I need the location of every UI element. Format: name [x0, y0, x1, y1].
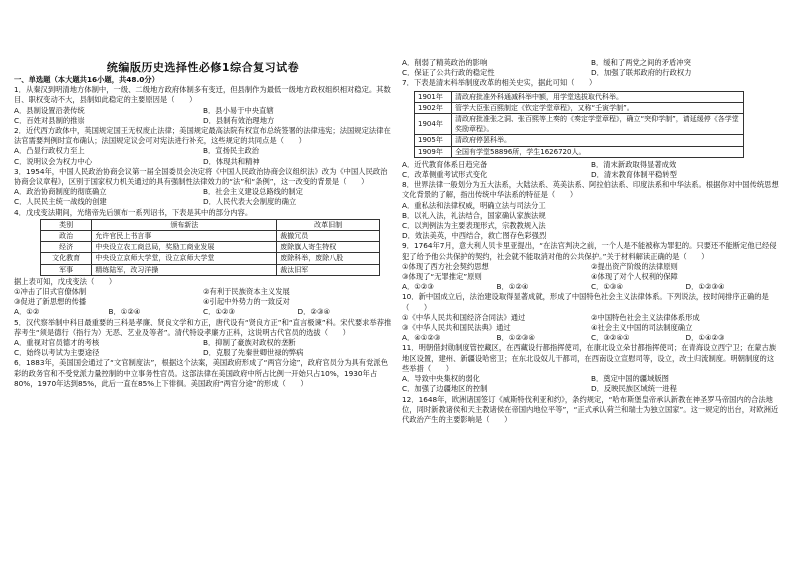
table-row: [41, 242, 380, 253]
option-group: [402, 160, 780, 180]
year-cell: 1905年: [415, 135, 452, 146]
table-row: [41, 253, 380, 264]
table-row: [415, 102, 744, 113]
answer-option[interactable]: D．反映民族区域统一进程: [591, 384, 677, 394]
keju-reform-table: [414, 91, 744, 158]
table-cell: 文化教育: [41, 253, 92, 264]
question-block: [402, 343, 780, 394]
answer-option[interactable]: ②有利于民族资本主义发展: [203, 287, 290, 297]
question-block: [402, 180, 780, 241]
answer-option[interactable]: A．④①②③: [402, 333, 441, 343]
table-header-cell: 类别: [41, 219, 92, 230]
answer-option[interactable]: ④社会主义中国的司法制度确立: [591, 323, 693, 333]
table-cell: 中央设立京师大学堂，设立京师大学堂: [92, 253, 277, 264]
question-block: [14, 126, 392, 167]
question-list: [402, 160, 780, 425]
answer-option[interactable]: D．②③④: [297, 307, 331, 317]
option-group: [14, 338, 392, 358]
answer-option[interactable]: D．人民代表大会制度的确立: [203, 197, 297, 207]
answer-option[interactable]: A．削弱了精英政治的影响: [402, 58, 488, 67]
question-block: [14, 208, 392, 218]
question-block: [402, 160, 780, 180]
answer-option[interactable]: C．人民民主统一战线的创建: [14, 197, 107, 207]
answer-option[interactable]: A．近代教育体系日趋完备: [402, 159, 488, 169]
event-cell: 全国有学堂58896所，学生1626720人。: [452, 146, 744, 157]
table-cell: 废除旗人寄生特权: [277, 242, 380, 253]
answer-option[interactable]: B．社会主义建设总路线的制定: [203, 187, 303, 197]
answer-option[interactable]: B．县小易于中央直辖: [203, 105, 274, 115]
answer-option[interactable]: D．效法美英，中西结合，救亡图存色彩强烈: [402, 231, 547, 241]
question-stem: 8．世界法律一般划分为五大法系，大陆法系、英美法系、阿拉伯法系、印度法系和中华法系。根据你对中国传统思想文化背景的了解，指出传统中华法系的特征是（ ）: [402, 180, 779, 200]
section-header: 一、单选题（本大题共16小题，共48.0分）: [14, 75, 159, 84]
answer-option[interactable]: D．克服了先秦世卿世禄的弊病: [203, 348, 304, 358]
question-list: [402, 58, 780, 89]
answer-option[interactable]: B．宣扬民主政治: [203, 146, 260, 156]
option-group: [14, 307, 392, 317]
question-stem: 5．汉代察举制中科目最重要的三科是孝廉、贤良文学和方正，唐代设有“贤良方正”和“直言极谏”科。宋代要求举荐推荐考生“须是德行（指行为）无恶、艺业及等者”。清代特设孝廉方正科，这说明古代官员的选拔（ ）: [14, 317, 392, 337]
answer-option[interactable]: ③《中华人民共和国民法典》通过: [402, 323, 511, 333]
answer-option[interactable]: A．县制设置沿袭传统: [14, 105, 85, 115]
answer-option[interactable]: D．县制有效治理地方: [203, 115, 275, 125]
answer-option[interactable]: B．①②④: [496, 282, 529, 292]
question-block: [402, 333, 780, 343]
question-stem: 3．1954年，中国人民政治协商会议第一届全国委员会决定将《中国人民政治协商会议组织法》改为《中国人民政治协商会议章程》，区别于国家权力机关通过的具有强制性法律效力的“法”和“条例”，这一改变的背景是（ ）: [14, 166, 388, 187]
answer-option[interactable]: C．始终以考试为主要途径: [14, 348, 100, 358]
answer-option[interactable]: D．①④②③: [685, 333, 725, 343]
answer-option[interactable]: ②提出资产阶级的法律原则: [591, 261, 678, 271]
table-row: [415, 91, 744, 102]
question-block: [402, 282, 780, 292]
table-cell: 政治: [41, 231, 92, 242]
event-cell: 管学大臣张百熙制定《钦定学堂章程》，又称“壬寅学制”。: [452, 102, 744, 113]
option-group: [402, 374, 780, 394]
table-row: [415, 146, 744, 157]
question-stem: 6．1883年，美国国会通过了“文官制度法”，根据这个法案，美国政府形成了“两官分途”，政府官员分为具有党派色彩的政务官和不受党派力量控制的中立事务性官员。这部法律在美国政府中所占比例一开始只占10%，1930年占80%，1970年达到85%，此后一直在85%上下徘徊。美国政府“两官分途”的形成（ ）: [14, 358, 388, 388]
year-cell: 1909年: [415, 146, 452, 157]
table-cell: 精练陆军，改习洋操: [92, 264, 277, 275]
question-block: [14, 358, 392, 389]
answer-option[interactable]: A．重视对官员德才的考核: [14, 338, 100, 348]
question-stem: 7．下表是清末科举制度改革的相关史实，据此可知（ ）: [402, 78, 597, 88]
question-block: [402, 292, 780, 323]
question-stem: 1．从秦汉到明清地方体制中，一级、二级地方政府体制多有变迁，但县制作为最低一级地方政权组织相对稳定。其数目、职权变动不大，县制如此稳定的主要原因是（ ）: [14, 85, 391, 105]
answer-option[interactable]: B．清末新政取得显著成效: [591, 159, 677, 169]
question-block: [402, 58, 780, 78]
year-cell: 1901年: [415, 91, 452, 102]
year-cell: 1904年: [415, 114, 452, 135]
option-group: [402, 201, 780, 242]
answer-option[interactable]: ④体现了对个人权利的保障: [591, 272, 678, 282]
question-block: [14, 85, 392, 126]
right-column: [402, 58, 780, 425]
answer-option[interactable]: C．百姓对县制的推崇: [14, 115, 85, 125]
option-group: [14, 106, 392, 126]
table-header-cell: 颁布新法: [92, 219, 277, 230]
answer-option[interactable]: B．①②③④: [496, 333, 535, 343]
answer-option[interactable]: B．①②④: [108, 307, 141, 317]
table-cell: 废除科举，废除八股: [277, 253, 380, 264]
answer-option[interactable]: C．③②④①: [591, 333, 630, 343]
option-group: [402, 333, 780, 343]
question-stem: 12．1648年，欧洲诸国签订《威斯特伐利亚和约》，条约规定，“哈布斯堡皇帝承认新教在神圣罗马帝国内的合法地位，同时新教诸侯和天主教诸侯在帝国内地位平等”，“正式承认荷兰和瑞士为独立国家”。这一规定的出台，对欧洲近代政治产生的主要影响是（ ）: [402, 394, 779, 424]
event-cell: 清政府批准外科通减科举中额，用学堂选拔取代科举。: [452, 91, 744, 102]
option-group: [402, 313, 780, 323]
answer-option[interactable]: C．①③④: [591, 282, 624, 292]
answer-option[interactable]: ③促进了新思想的传播: [14, 297, 87, 307]
answer-option[interactable]: A．政治协商制度的彻底确立: [14, 187, 107, 197]
answer-option[interactable]: B．奠定中国的疆域版图: [591, 374, 669, 384]
table-row: [415, 114, 744, 135]
question-block: [402, 78, 780, 88]
question-stem: 据上表可知，戊戌变法（ ）: [14, 276, 117, 286]
event-cell: 清政府批准张之洞、张百熙等上奏的《奏定学堂章程》，确立“突仰学制”，请延缓停《各学堂奖励章程》。: [452, 114, 744, 135]
year-cell: 1902年: [415, 102, 452, 113]
answer-option[interactable]: A．①②③: [402, 282, 434, 292]
answer-option[interactable]: ③体现了“无罪推定”原则: [402, 272, 482, 282]
answer-option[interactable]: D．加强了联邦政府的行政权力: [591, 68, 692, 78]
option-group: [14, 187, 392, 207]
event-cell: 清政府停罢科举。: [452, 135, 744, 146]
answer-option[interactable]: C．①②③: [203, 307, 236, 317]
question-block: [14, 307, 392, 317]
table-cell: 经济: [41, 242, 92, 253]
answer-option[interactable]: B．以礼入法，礼法结合，国家确认家族法规: [402, 210, 546, 220]
answer-option[interactable]: C．说明议会为权力中心: [14, 156, 93, 166]
answer-option[interactable]: A．凸显行政权力至上: [14, 146, 85, 156]
answer-option[interactable]: C．以判例法为主要表现形式，宗教教规入法: [402, 221, 546, 231]
option-group: [402, 323, 780, 333]
left-column: [14, 75, 392, 389]
option-group: [14, 146, 392, 166]
table-row: [41, 264, 380, 275]
table-row: [415, 135, 744, 146]
answer-option[interactable]: C．保证了公共行政的稳定性: [402, 68, 495, 78]
question-list: [14, 277, 392, 389]
reform-table: [40, 219, 380, 276]
table-cell: 军事: [41, 264, 92, 275]
question-block: [402, 241, 780, 282]
answer-option[interactable]: ④引起中外势力的一致反对: [203, 297, 290, 307]
answer-option[interactable]: B．抑制了豪族对政权的垄断: [203, 338, 296, 348]
table-header-cell: 改革旧制: [277, 219, 380, 230]
answer-option[interactable]: C．改革侧重考试形式变化: [402, 170, 488, 180]
option-group: [402, 282, 780, 292]
answer-option[interactable]: C．加强了边疆地区的控制: [402, 384, 488, 394]
answer-option[interactable]: A．①②: [14, 307, 40, 317]
exam-title: 统编版历史选择性必修1综合复习试卷: [106, 61, 300, 74]
table-cell: 允许官民上书言事: [92, 231, 277, 242]
question-list: [14, 85, 392, 218]
question-block: [402, 323, 780, 333]
option-group: [14, 287, 392, 307]
answer-option[interactable]: A．重私法和法律权威，明确立法与司法分工: [402, 200, 546, 210]
answer-option[interactable]: ①冲击了旧式官僚体制: [14, 287, 87, 297]
answer-option[interactable]: ②中国特色社会主义法律体系形成: [591, 312, 700, 322]
answer-option[interactable]: A．导致中央集权的弱化: [402, 374, 480, 384]
answer-option[interactable]: ①《中华人民共和国经济合同法》通过: [402, 312, 526, 322]
question-block: [402, 395, 780, 426]
question-block: [14, 277, 392, 308]
answer-option[interactable]: B．缓和了两党之间的矛盾冲突: [591, 58, 691, 67]
question-stem: 9．1764年7月，意大利人贝卡里亚提出，“在法官判决之前，一个人是不能被称为罪犯的。只要还不能断定他已经侵犯了给予他公共保护的契约，社会就不能取消对他的公共保护。”关于材料解读正确的是（ ）: [402, 241, 777, 261]
table-cell: 中央设立农工商总局，奖励工商业发展: [92, 242, 277, 253]
answer-option[interactable]: D．清末教育体制平稳转型: [591, 170, 677, 180]
question-block: [14, 318, 392, 359]
question-stem: 10．新中国成立后，法治建设取得显著成就，形成了中国特色社会主义法律体系。下列说法，按时间排序正确的是（ ）: [402, 292, 769, 312]
table-row: [41, 231, 380, 242]
answer-option[interactable]: ①体现了西方社会契约思想: [402, 261, 489, 271]
table-cell: 裁汰旧军: [277, 264, 380, 275]
question-stem: 11．明朝借封勋制度管控藏区，在西藏设行都指挥使司，在康北设立朵甘都指挥使司；在青海设立西宁卫；在蒙古族地区设置，建州、新疆设哈密卫；在东北设奴儿干都司，在西南设立宣慰司等，设立，改土归流制度。明朝制度的这些举措（ ）: [402, 343, 777, 373]
answer-option[interactable]: D．①②③④: [685, 282, 725, 292]
question-stem: 2．近代西方政体中，英国规定国王无权废止法律；美国规定最高法院有权宣布总统签署的法律违宪；法国规定法律在法官需要判例时宣布确认；法国规定议会可对宪法进行补充，这些规定的共同点是（ ）: [14, 126, 391, 146]
question-block: [14, 167, 392, 208]
option-group: [402, 262, 780, 282]
table-cell: 裁撤冗员: [277, 231, 380, 242]
answer-option[interactable]: D．体现共和精神: [203, 156, 260, 166]
option-group: [402, 58, 780, 78]
question-stem: 4．戊戌变法期间，光绪帝先后颁布一系列诏书，下表是其中的部分内容。: [14, 207, 253, 217]
